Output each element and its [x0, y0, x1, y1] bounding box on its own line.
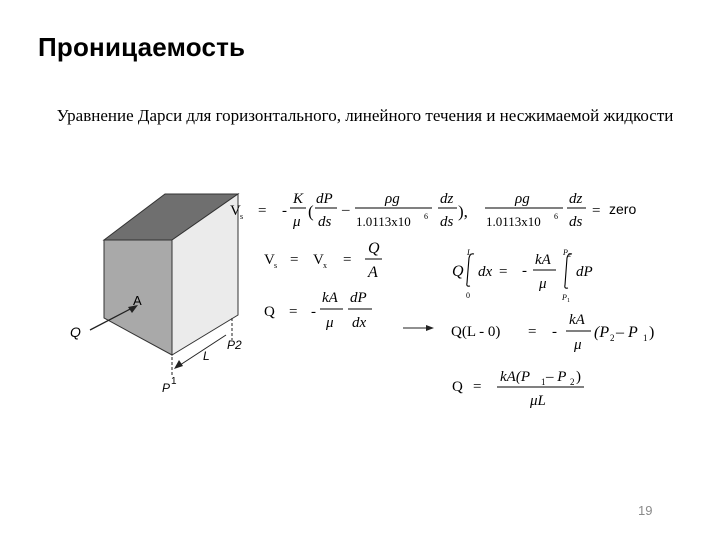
eq1-ds: ds	[318, 214, 332, 230]
equation-final	[452, 369, 584, 409]
eq2-Q: Q	[368, 240, 380, 257]
eq1-equals2: =	[592, 203, 601, 219]
eq1-dz2: dz	[569, 191, 583, 207]
eq3-kA: kA	[322, 290, 338, 306]
eq4-minus: -	[522, 263, 527, 279]
eq1-denom2: 1.0113x10	[486, 214, 541, 229]
eq1-rparen: ),	[458, 202, 468, 221]
eq3-equals: =	[289, 304, 298, 320]
eq4-dP: dP	[576, 264, 593, 280]
eq1-denom2-exp: 6	[554, 212, 558, 221]
eq1-mu: μ	[293, 214, 301, 230]
eq3-mu: μ	[326, 315, 334, 331]
eq5-rhs-end: )	[649, 324, 655, 341]
eq4-lower2-sub: 1	[567, 298, 570, 304]
eq1-lhs-sub: s	[240, 212, 244, 221]
eq1-lparen: (	[308, 202, 314, 221]
eq4-mu: μ	[539, 276, 547, 292]
equation-flow-rate	[264, 290, 372, 331]
eq4-integral-sign	[467, 254, 474, 286]
eq4-dx: dx	[478, 264, 493, 280]
equation-darcy-velocity	[230, 191, 636, 230]
slide-title: Проницаемость	[38, 32, 246, 62]
eq3-minus: -	[311, 304, 316, 320]
eq6-num-mid: – P	[546, 369, 567, 385]
eq5-equals: =	[528, 324, 537, 340]
eq2-A: A	[368, 264, 378, 281]
cube-diagram	[70, 194, 242, 395]
eq4-equals: =	[499, 264, 508, 280]
eq6-den: μL	[530, 393, 546, 409]
eq1-K: K	[293, 191, 304, 207]
eq1-zero: zero	[609, 201, 637, 217]
eq3-dx: dx	[352, 315, 367, 331]
eq1-dz: dz	[440, 191, 454, 207]
eq5-minus: -	[552, 324, 557, 340]
eq1-ds3: ds	[569, 214, 583, 230]
eq1-minus2: –	[342, 202, 350, 218]
eq4-upper2-sub: 2	[568, 253, 571, 259]
eq4-upper: L	[467, 248, 472, 257]
eq1-minus: -	[282, 203, 287, 219]
area-label: A	[133, 293, 142, 308]
equation-velocity-flow	[264, 240, 382, 281]
eq2-mid-sub: x	[323, 261, 327, 270]
eq4-kA: kA	[535, 252, 551, 268]
eq5-rhs-p1: – P	[616, 324, 638, 341]
eq2-lhs: V	[264, 252, 275, 268]
eq6-num: kA(P	[500, 369, 530, 385]
length-arrow-head	[174, 360, 183, 369]
eq6-num-sub2: 2	[570, 377, 575, 387]
eq2-lhs-sub: s	[274, 261, 278, 270]
eq2-equals: =	[290, 252, 299, 268]
p2-label: P2	[227, 338, 242, 352]
eq1-rho-g2: ρg	[515, 191, 530, 207]
eq6-num-end: )	[576, 369, 581, 385]
length-label: L	[203, 349, 210, 363]
flow-label: Q	[70, 324, 81, 340]
equation-integral	[452, 248, 593, 304]
slide-subtitle: Уравнение Дарси для горизонтального, линейного течения и несжимаемой жидкости	[56, 106, 674, 125]
eq1-lhs: V	[230, 203, 241, 219]
eq4-lower2: P	[562, 293, 567, 302]
eq1-dP: dP	[316, 191, 333, 207]
eq1-ds2: ds	[440, 214, 454, 230]
eq1-equals: =	[258, 203, 267, 219]
eq5-rhs-sub1: 2	[610, 333, 615, 343]
eq5-lhs: Q(L - 0)	[451, 324, 501, 340]
eq6-num-sub1: 1	[541, 377, 546, 387]
eq3-lhs: Q	[264, 304, 275, 320]
page-number: 19	[638, 503, 653, 518]
eq3-dP: dP	[350, 290, 367, 306]
p1-label: P	[162, 381, 171, 395]
p1-index: 1	[171, 376, 177, 387]
eq2-mid: V	[313, 252, 324, 268]
eq4-Q: Q	[452, 263, 464, 280]
eq5-rhs-sub2: 1	[643, 333, 648, 343]
eq5-mu: μ	[574, 337, 582, 353]
eq1-denom: 1.0113x10	[356, 214, 411, 229]
eq5-rhs-p2: (P	[594, 324, 610, 341]
equation-integrated	[451, 312, 654, 353]
eq6-equals: =	[473, 379, 482, 395]
eq5-kA: kA	[569, 312, 585, 328]
eq4-lower: 0	[466, 291, 470, 300]
eq1-rho-g: ρg	[385, 191, 400, 207]
implication-arrow-head	[426, 325, 434, 331]
eq6-lhs: Q	[452, 379, 463, 395]
eq2-equals2: =	[343, 252, 352, 268]
eq4-upper2: P	[563, 248, 568, 257]
eq1-denom-exp: 6	[424, 212, 428, 221]
